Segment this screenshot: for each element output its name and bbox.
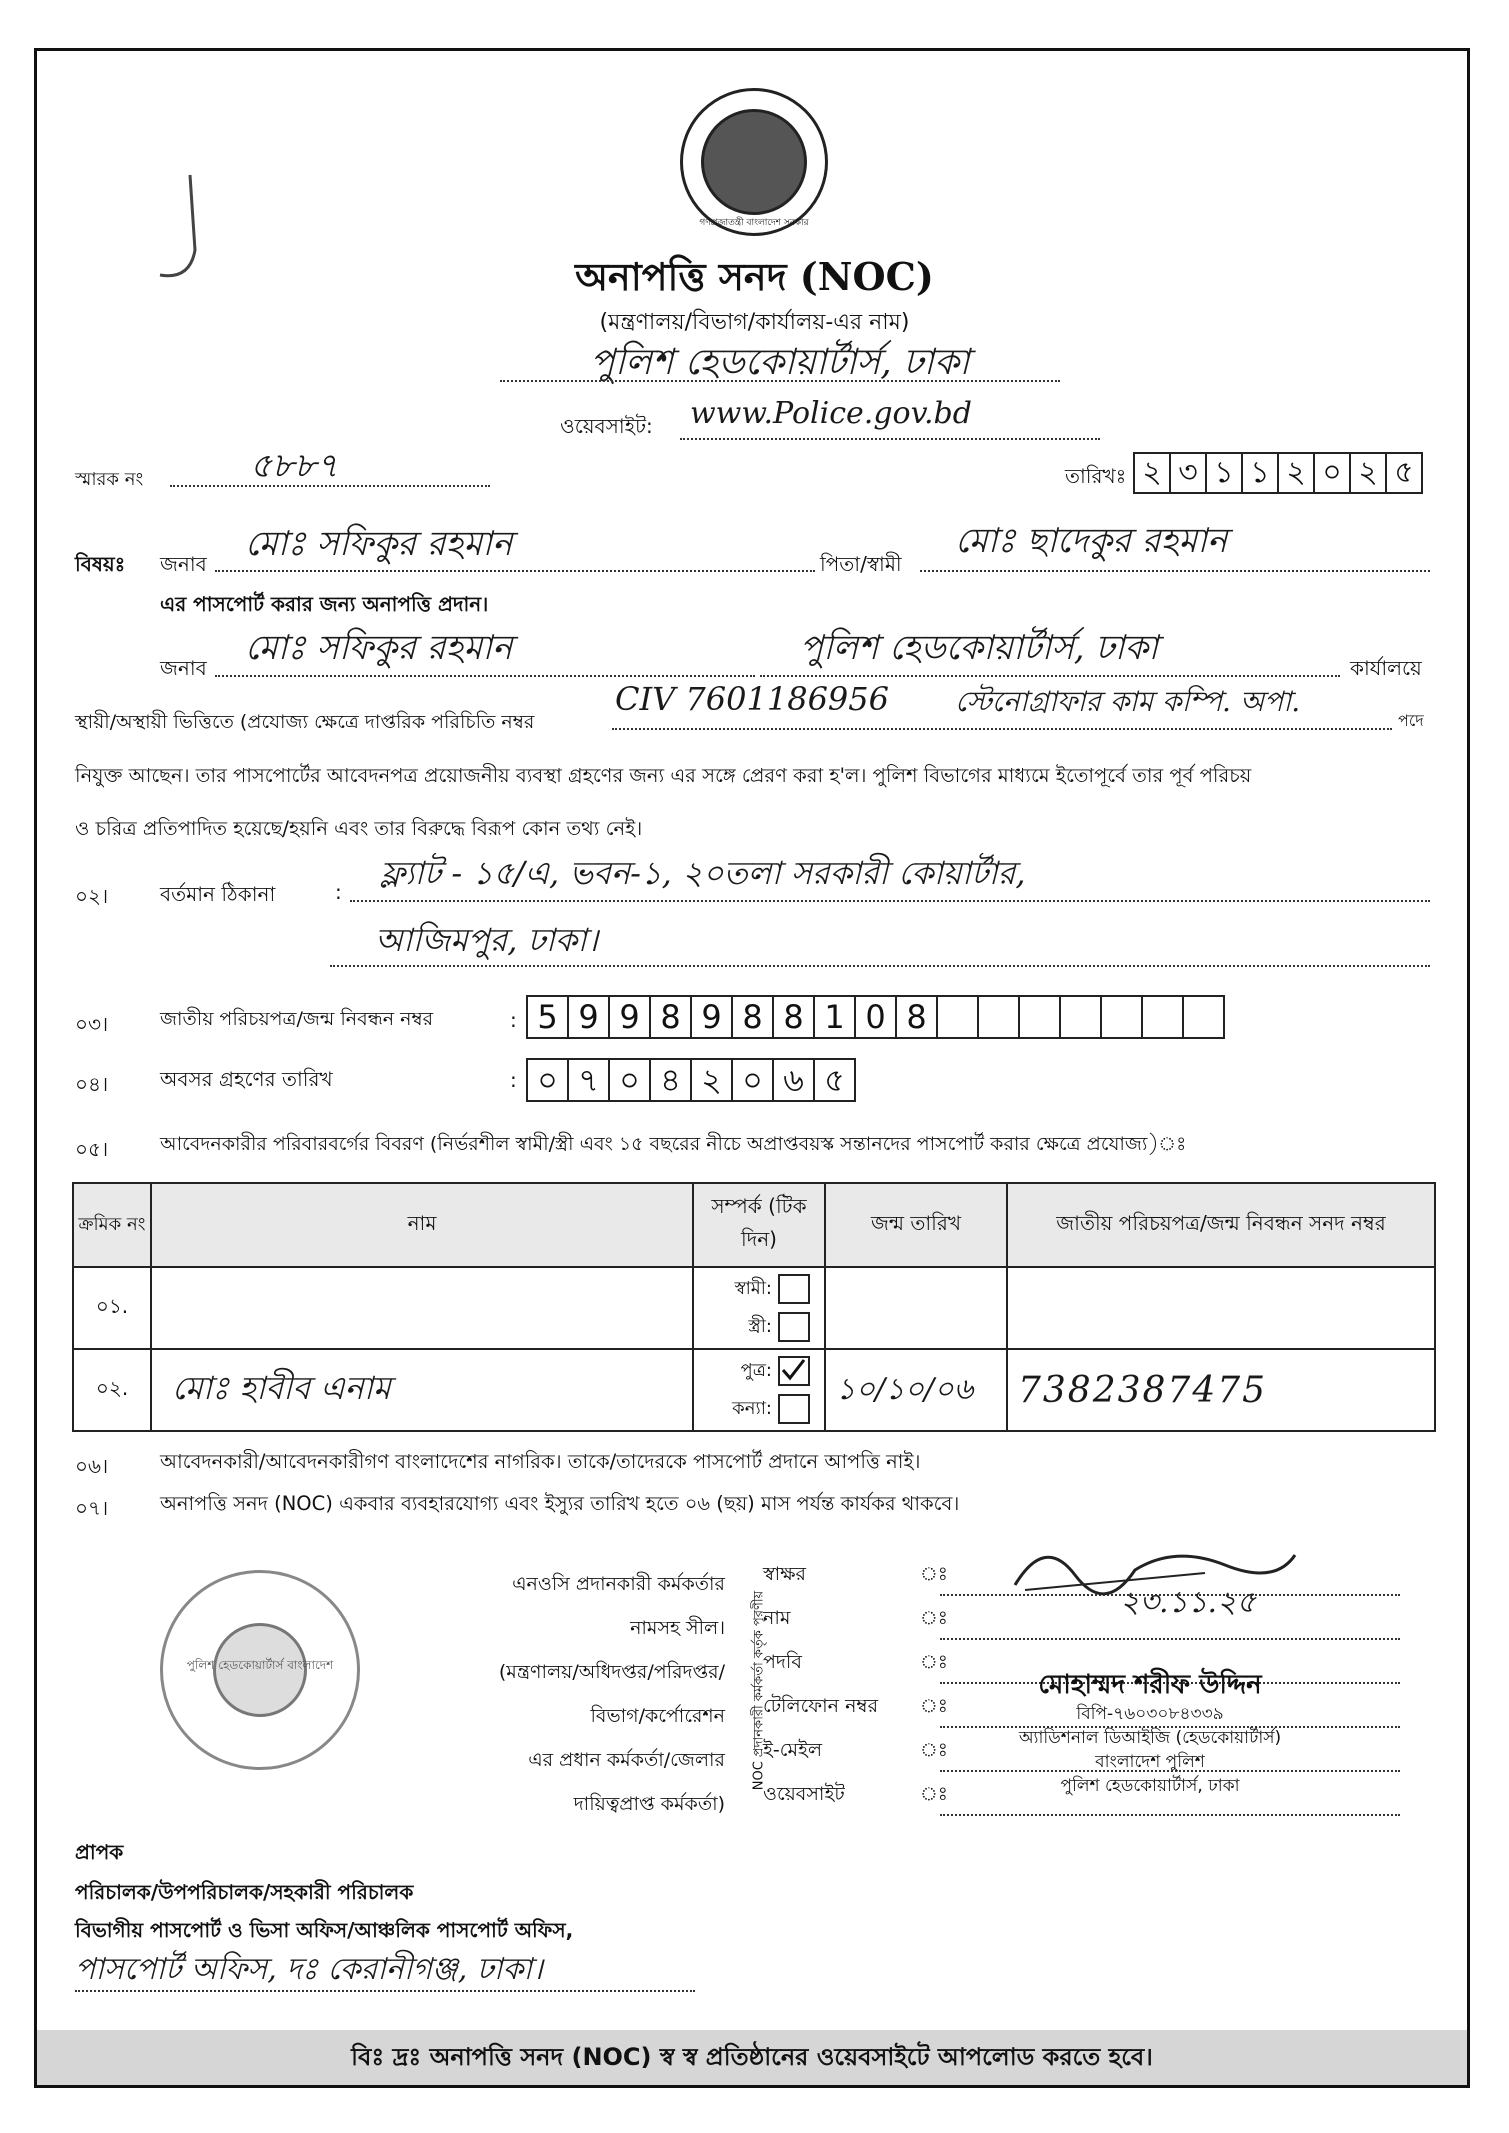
- date-digit-box: ৩: [1169, 452, 1207, 494]
- subject-mr-label: জনাব: [160, 552, 207, 576]
- item04-label: অবসর গ্রহণের তারিখ: [160, 1067, 333, 1091]
- date-digit-box: ২: [1277, 452, 1315, 494]
- row2-rel-b-checkbox[interactable]: [778, 1394, 810, 1424]
- item04-num: ০৪।: [75, 1072, 109, 1096]
- subject-label: বিষয়ঃ: [75, 552, 126, 576]
- row2-dob: ১০/১০/০৬: [825, 1349, 1007, 1431]
- nid-digit-box: [977, 995, 1020, 1039]
- body-office-line: [760, 675, 1340, 677]
- nid-digit-box: [1018, 995, 1061, 1039]
- row2-name: মোঃ হাবীব এনাম: [151, 1349, 693, 1431]
- officer-field-colon: ঃ: [920, 1739, 948, 1761]
- website-label: ওয়েবসাইট:: [560, 414, 653, 438]
- item06-num: ০৬।: [75, 1454, 109, 1478]
- item07-num: ০৭।: [75, 1496, 109, 1520]
- table-header-row: [73, 1183, 1435, 1267]
- recipient-line-1: পরিচালক/উপপরিচালক/সহকারী পরিচালক: [75, 1880, 414, 1904]
- row1-name: [151, 1267, 693, 1349]
- address-line-2-rule: [330, 965, 1430, 967]
- memo-line: [170, 485, 490, 487]
- date-label: তারিখঃ: [1065, 464, 1127, 488]
- retirement-digit-box: ০: [608, 1058, 651, 1102]
- retirement-digit-box: ৫: [813, 1058, 856, 1102]
- memo-value: ৫৮৮৭: [250, 446, 339, 486]
- officer-desc-line: এনওসি প্রদানকারী কর্মকর্তার: [512, 1573, 725, 1595]
- government-emblem: [680, 88, 828, 236]
- retirement-date-boxes: [528, 1058, 856, 1102]
- body-name-line: [215, 675, 755, 677]
- officer-desc-line: (মন্ত্রণালয়/অধিদপ্তর/পরিদপ্তর/: [498, 1661, 725, 1683]
- body-paragraph-1: নিযুক্ত আছেন। তার পাসপোর্টের আবেদনপত্র প্রয়োজনীয় ব্যবস্থা গ্রহণের জন্য এর সঙ্গে প্রেরণ করা হ'ল। পুলিশ বিভাগের মাধ্যমে ইতোপূর্বে তার পূর্ব পরিচয়: [75, 764, 1252, 787]
- officer-stamp-line: বাংলাদেশ পুলিশ: [1095, 1752, 1205, 1772]
- date-digit-box: ১: [1205, 452, 1243, 494]
- table-row: [73, 1267, 1435, 1349]
- officer-fields: [763, 1552, 878, 1816]
- officer-desc-line: নামসহ সীল।: [630, 1617, 725, 1639]
- body-office-suffix: কার্যালয়ে: [1350, 656, 1422, 680]
- nid-digit-box: 0: [854, 995, 897, 1039]
- officer-description: [400, 1562, 725, 1826]
- nid-digit-box: [1100, 995, 1143, 1039]
- date-digit-box: ১: [1241, 452, 1279, 494]
- subject-name: মোঃ সফিকুর রহমান: [245, 524, 513, 564]
- body-name: মোঃ সফিকুর রহমান: [245, 628, 513, 668]
- nid-digit-box: 8: [895, 995, 938, 1039]
- signature-date: ২৩.১১.২৫: [1120, 1585, 1256, 1620]
- officer-field-label: ই-মেইল: [763, 1739, 823, 1761]
- body-mr-label: জনাব: [160, 656, 207, 680]
- item03-colon: :: [510, 1008, 517, 1032]
- officer-field-label: স্বাক্ষর: [763, 1563, 806, 1585]
- officer-field-label: পদবি: [763, 1651, 802, 1673]
- item06-text: আবেদনকারী/আবেদনকারীগণ বাংলাদেশের নাগরিক। তাকে/তাদেরকে পাসপোর্ট প্রদানে আপত্তি নাই।: [160, 1450, 921, 1473]
- tick-icon: [780, 1358, 806, 1382]
- father-name: মোঃ ছাদেকুর রহমান: [955, 521, 1228, 561]
- header-nid: জাতীয় পরিচয়পত্র/জন্ম নিবন্ধন সনদ নম্বর: [1007, 1183, 1435, 1267]
- page-subtitle: (মন্ত্রণালয়/বিভাগ/কার্যালয়-এর নাম): [599, 310, 910, 335]
- officer-field-label: টেলিফোন নম্বর: [763, 1695, 879, 1717]
- basis-line: [612, 728, 1392, 730]
- nid-digit-box: 8: [731, 995, 774, 1039]
- officer-field-label: ওয়েবসাইট: [763, 1783, 845, 1805]
- nid-digit-box: [1141, 995, 1184, 1039]
- officer-name-stamp: [960, 1668, 1340, 1798]
- website-value: www.Police.gov.bd: [690, 396, 972, 431]
- header-relation: সম্পর্ক (টিক দিন): [693, 1183, 825, 1267]
- subject-line2: এর পাসপোর্ট করার জন্য অনাপত্তি প্রদান।: [160, 592, 489, 616]
- emblem-text: গণপ্রজাতন্ত্রী বাংলাদেশ সরকার: [699, 218, 809, 228]
- officer-field-colon: ঃ: [920, 1783, 948, 1805]
- officer-stamp-line: মোহাম্মদ শরীফ উদ্দিন: [1038, 1670, 1262, 1700]
- row1-rel-b-checkbox[interactable]: [778, 1312, 810, 1342]
- officer-field-colon: ঃ: [920, 1563, 948, 1585]
- officer-stamp-line: বিপি-৭৬০৩০৮৪৩৩৯: [1076, 1704, 1224, 1724]
- row1-dob: [825, 1267, 1007, 1349]
- row1-rel-a-checkbox[interactable]: [778, 1274, 810, 1304]
- header-dob: জন্ম তারিখ: [825, 1183, 1007, 1267]
- recipient-line-2: বিভাগীয় পাসপোর্ট ও ভিসা অফিস/আঞ্চলিক পাসপোর্ট অফিস,: [75, 1918, 574, 1942]
- date-digit-box: ০: [1313, 452, 1351, 494]
- recipient-line-3-rule: [75, 1990, 695, 1992]
- recipient-line-3: পাসপোর্ট অফিস, দঃ কেরানীগঞ্জ, ঢাকা।: [75, 1952, 543, 1987]
- row2-rel-b-label: কন্যা:: [732, 1398, 772, 1419]
- address-line-1: ফ্ল্যাট - ১৫/এ, ভবন-১, ২০তলা সরকারী কোয়ার্টার,: [380, 854, 1026, 892]
- item07-text: অনাপত্তি সনদ (NOC) একবার ব্যবহারযোগ্য এবং ইস্যুর তারিখ হতে ০৬ (ছয়) মাস পর্যন্ত কার্যকর থাকবে।: [160, 1492, 960, 1515]
- row1-nid: [1007, 1267, 1435, 1349]
- date-digit-box: ২: [1349, 452, 1387, 494]
- officer-vertical-note: NOC প্রদানকারী কর্মকর্তা কর্তৃক পূরণীয়: [751, 1590, 767, 1791]
- item02-num: ০২।: [75, 884, 109, 908]
- nid-digit-box: [1059, 995, 1102, 1039]
- father-name-line: [920, 570, 1430, 572]
- row2-rel-a-label: পুত্র:: [740, 1360, 772, 1381]
- officer-desc-line: দায়িত্বপ্রাপ্ত কর্মকর্তা): [573, 1793, 725, 1815]
- date-digit-box: ৫: [1385, 452, 1423, 494]
- officer-field-colon: ঃ: [920, 1651, 948, 1673]
- row2-serial: ০২.: [73, 1349, 151, 1431]
- header-name: নাম: [151, 1183, 693, 1267]
- nid-digit-box: 8: [649, 995, 692, 1039]
- recipient-label: প্রাপক: [75, 1840, 124, 1864]
- table-row: [73, 1349, 1435, 1431]
- nid-digit-box: 8: [772, 995, 815, 1039]
- retirement-digit-box: ৪: [649, 1058, 692, 1102]
- address-line-1-rule: [350, 900, 1430, 902]
- item02-colon: :: [335, 880, 342, 904]
- website-line: [680, 438, 1100, 440]
- nid-digit-box: 1: [813, 995, 856, 1039]
- date-boxes: [1135, 452, 1423, 494]
- row1-rel-a-label: স্বামী:: [734, 1278, 772, 1299]
- retirement-digit-box: ৬: [772, 1058, 815, 1102]
- officer-field-label: নাম: [763, 1607, 791, 1629]
- retirement-digit-box: ৭: [567, 1058, 610, 1102]
- nid-boxes: [528, 995, 1225, 1039]
- row1-serial: ০১.: [73, 1267, 151, 1349]
- item03-label: জাতীয় পরিচয়পত্র/জন্ম নিবন্ধন নম্বর: [160, 1008, 434, 1030]
- page-title: অনাপত্তি সনদ (NOC): [575, 254, 934, 299]
- row2-relation: [693, 1349, 825, 1431]
- father-label: পিতা/স্বামী: [820, 552, 902, 576]
- nid-digit-box: 5: [526, 995, 569, 1039]
- post-suffix: পদে: [1398, 711, 1424, 730]
- officer-stamp-line: অ্যাডিশনাল ডিআইজি (হেডকোয়ার্টার্স): [1018, 1728, 1282, 1748]
- nid-digit-box: 9: [608, 995, 651, 1039]
- officer-desc-line: এর প্রধান কর্মকর্তা/জেলার: [528, 1749, 725, 1771]
- memo-label: স্মারক নং: [75, 469, 144, 490]
- body-office: পুলিশ হেডকোয়ার্টার্স, ঢাকা: [800, 628, 1159, 668]
- official-id: CIV 7601186956: [615, 680, 889, 718]
- row1-relation: [693, 1267, 825, 1349]
- retirement-digit-box: ২: [690, 1058, 733, 1102]
- office-seal-text: পুলিশ হেডকোয়ার্টার্স বাংলাদেশ: [186, 1658, 334, 1672]
- nid-digit-box: 9: [567, 995, 610, 1039]
- nid-digit-box: [936, 995, 979, 1039]
- row1-rel-b-label: স্ত্রী:: [748, 1316, 772, 1337]
- office-seal: [160, 1570, 360, 1770]
- officer-field-colon: ঃ: [920, 1607, 948, 1629]
- address-line-2: আজিমপুর, ঢাকা।: [375, 921, 599, 959]
- retirement-digit-box: ০: [731, 1058, 774, 1102]
- header-serial: ক্রমিক নং: [73, 1183, 151, 1267]
- basis-label: স্থায়ী/অস্থায়ী ভিত্তিতে (প্রযোজ্য ক্ষেত্রে দাপ্তরিক পরিচিতি নম্বর: [75, 711, 535, 733]
- family-table: [72, 1182, 1436, 1432]
- office-name-line: [500, 380, 1060, 382]
- row2-nid: 7382387475: [1007, 1349, 1435, 1431]
- item03-num: ০৩।: [75, 1012, 109, 1036]
- officer-field-colon: ঃ: [920, 1695, 948, 1717]
- row2-rel-a-checkbox[interactable]: [778, 1356, 810, 1386]
- office-name: পুলিশ হেডকোয়ার্টার্স, ঢাকা: [590, 342, 970, 383]
- officer-stamp-line: পুলিশ হেডকোয়ার্টার্স, ঢাকা: [1060, 1776, 1240, 1796]
- retirement-digit-box: ০: [526, 1058, 569, 1102]
- item04-colon: :: [510, 1068, 517, 1092]
- item02-label: বর্তমান ঠিকানা: [160, 882, 276, 906]
- item05-num: ০৫।: [75, 1137, 109, 1161]
- body-paragraph-2: ও চরিত্র প্রতিপাদিত হয়েছে/হয়নি এবং তার বিরুদ্ধে বিরূপ কোন তথ্য নেই।: [75, 817, 643, 840]
- nid-digit-box: [1182, 995, 1225, 1039]
- date-digit-box: ২: [1133, 452, 1171, 494]
- item05-label: আবেদনকারীর পরিবারবর্গের বিবরণ (নির্ভরশীল স্বামী/স্ত্রী এবং ১৫ বছরের নীচে অপ্রাপ্তবয়স্ক সন্তানদের পাসপোর্ট করার ক্ষেত্রে প্রযোজ্য)ঃ: [160, 1133, 1187, 1155]
- post-value: স্টেনোগ্রাফার কাম কম্পি. অপা.: [955, 685, 1301, 718]
- footer-note: বিঃ দ্রঃ অনাপত্তি সনদ (NOC) স্ব স্ব প্রতিষ্ঠানের ওয়েবসাইটে আপলোড করতে হবে।: [37, 2030, 1467, 2085]
- nid-digit-box: 9: [690, 995, 733, 1039]
- subject-name-line: [215, 570, 815, 572]
- officer-desc-line: বিভাগ/কর্পোরেশন: [590, 1705, 725, 1727]
